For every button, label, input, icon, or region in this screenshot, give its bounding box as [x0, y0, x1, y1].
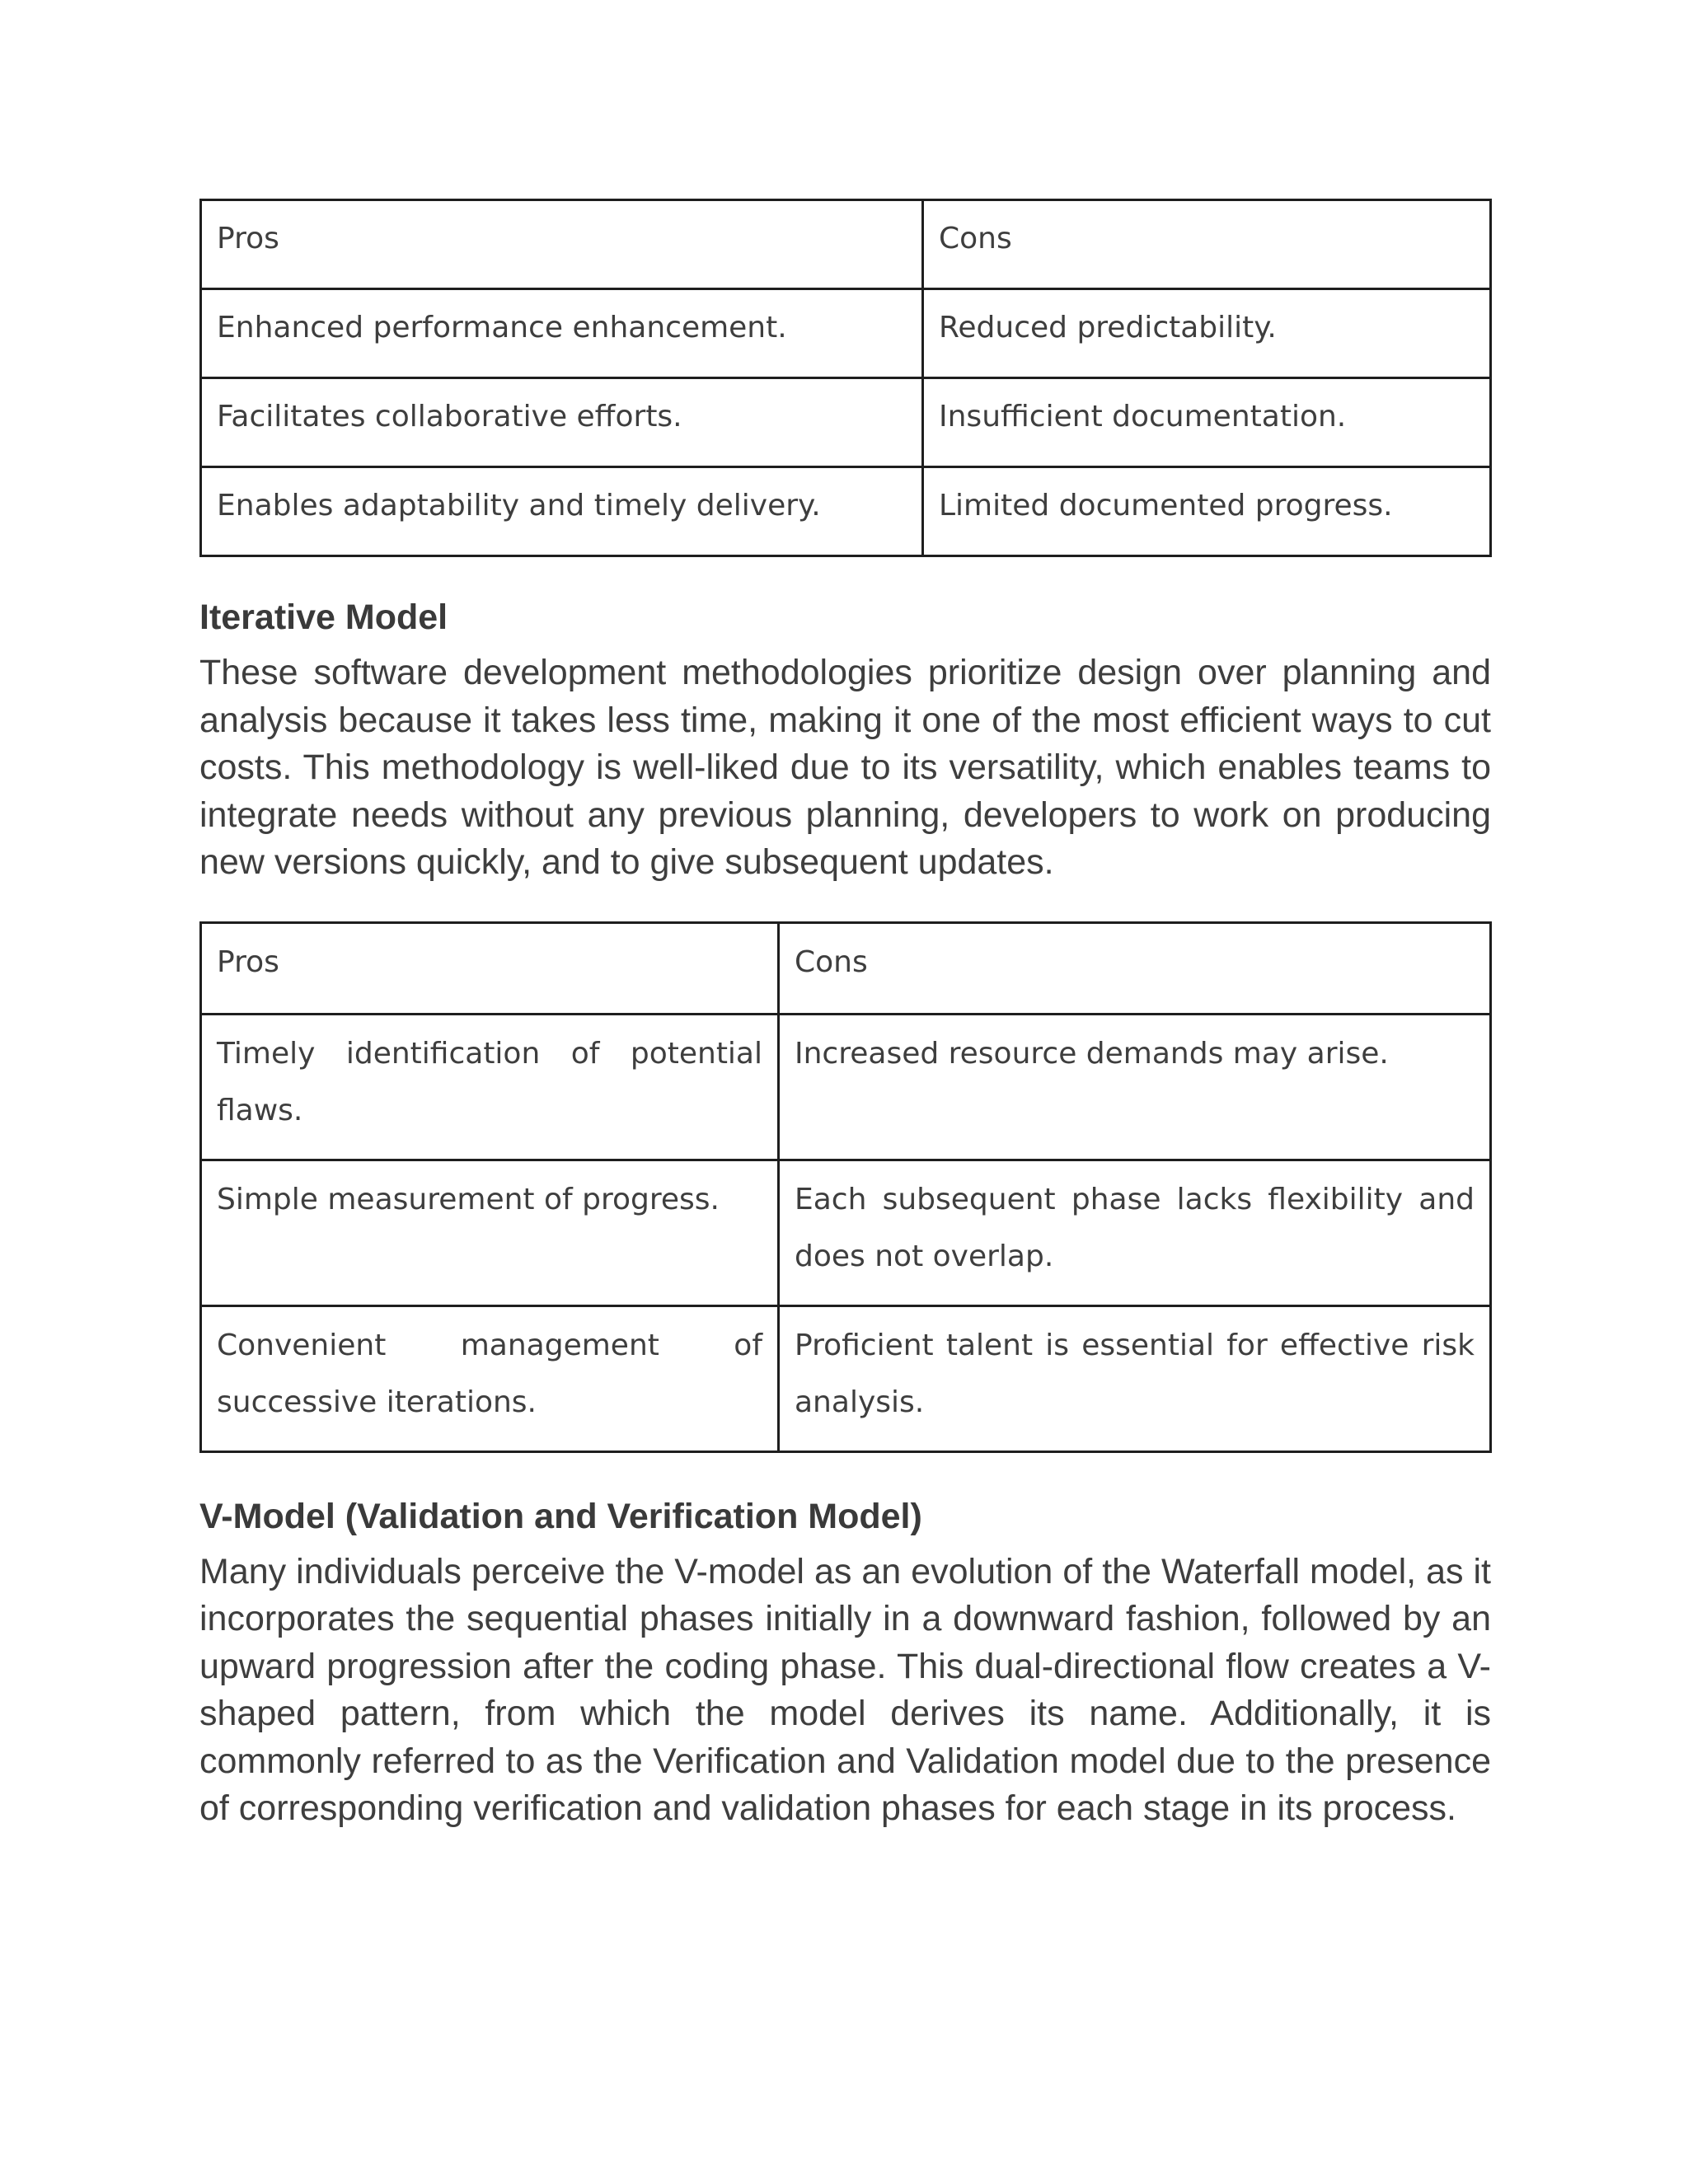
cons-cell: Insufficient documentation. [923, 378, 1491, 467]
pros-cons-table-1 [199, 199, 1492, 557]
section-paragraph-iterative-model: These software development methodologies prioritize design over planning and analysis because it takes less time, making it one of the most efficient ways to cut costs. This methodology is well-liked due to its versatility, which enables teams to integrate needs without any previous planning, developers to work on producing new versions quickly, and to give subsequent updates. [199, 653, 1491, 882]
pros-cell: Enables adaptability and timely delivery. [201, 467, 923, 556]
cons-cell: Limited documented progress. [923, 467, 1491, 556]
pros-cell: Convenient management of successive iterations. [201, 1305, 779, 1451]
table-header-cell: Pros [201, 922, 779, 1014]
table-row [201, 1160, 1491, 1305]
table-row [201, 378, 1491, 467]
table-header-row [201, 200, 1491, 289]
pros-cell: Facilitates collaborative efforts. [201, 378, 923, 467]
pros-cell: Enhanced performance enhancement. [201, 289, 923, 378]
table-header-row [201, 922, 1491, 1014]
table-header-cell: Cons [923, 200, 1491, 289]
cons-cell: Increased resource demands may arise. [779, 1014, 1491, 1160]
cons-cell: Reduced predictability. [923, 289, 1491, 378]
section-heading-v-model: V-Model (Validation and Verification Model) [199, 1496, 922, 1536]
table-wrapper [199, 921, 1491, 1453]
table-row [201, 1014, 1491, 1160]
cons-cell: Proficient talent is essential for effective risk analysis. [779, 1305, 1491, 1451]
table-header-cell: Cons [779, 922, 1491, 1014]
table-row [201, 289, 1491, 378]
document-page [199, 199, 1491, 1833]
section-paragraph-v-model: Many individuals perceive the V-model as an evolution of the Waterfall model, as it incorporates the sequential phases initially in a downward fashion, followed by an upward progression after the coding phase. This dual-directional flow creates a V-shaped pattern, from which the model derives its name. Additionally, it is commonly referred to as the Verification and Validation model due to the presence of corresponding verification and validation phases for each stage in its process. [199, 1551, 1491, 1828]
pros-cons-table-2 [199, 921, 1492, 1453]
pros-cell: Timely identification of potential flaws. [201, 1014, 779, 1160]
section-heading-iterative-model: Iterative Model [199, 598, 448, 637]
table-header-cell: Pros [201, 200, 923, 289]
pros-cell: Simple measurement of progress. [201, 1160, 779, 1305]
cons-cell: Each subsequent phase lacks flexibility and does not overlap. [779, 1160, 1491, 1305]
table-row [201, 1305, 1491, 1451]
table-row [201, 467, 1491, 556]
